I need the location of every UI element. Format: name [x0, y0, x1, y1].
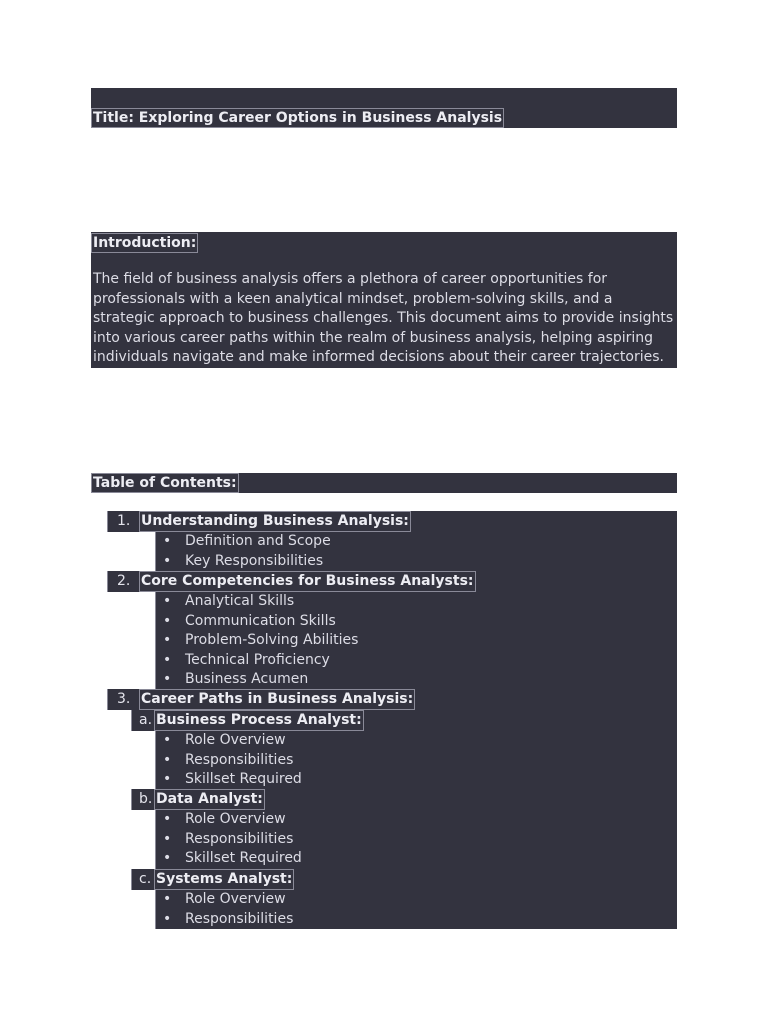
bullet-icon: •	[163, 651, 172, 668]
bullet-icon: •	[163, 751, 172, 768]
list-item: • Role Overview	[156, 890, 677, 910]
bullet-icon: •	[163, 552, 172, 569]
section-1-list	[155, 532, 677, 571]
list-item: • Skillset Required	[156, 770, 677, 790]
bullet-icon: •	[163, 671, 172, 687]
section-number: 1.	[117, 513, 131, 529]
bullet-icon: •	[163, 632, 172, 648]
list-item: • Problem-Solving Abilities	[156, 631, 677, 651]
toc-subsection-a	[131, 710, 677, 731]
section-number: 3.	[117, 691, 131, 707]
subsection-title: Data Analyst:	[154, 789, 265, 810]
bullet-icon: •	[163, 891, 172, 907]
section-number: 2.	[117, 573, 131, 589]
bullet-icon: •	[163, 830, 172, 847]
introduction-body: The field of business analysis offers a plethora of career opportunities for professionals with a keen analytical mindset, problem-solving skills, and a strategic approach to business challenges. This document aims to provide insights into various career paths within the realm of business analysis, helping aspiring individuals navigate and make informed decisions about their career trajectories.	[93, 271, 674, 365]
toc-subsection-b	[131, 789, 677, 810]
list-item: • Communication Skills	[156, 612, 677, 632]
section-title: Career Paths in Business Analysis:	[139, 689, 415, 710]
toc-heading-block	[91, 473, 677, 493]
section-title: Understanding Business Analysis:	[139, 511, 411, 532]
list-item: • Analytical Skills	[156, 592, 677, 612]
list-item: • Responsibilities	[156, 830, 677, 850]
subsection-title: Business Process Analyst:	[154, 710, 364, 731]
bullet-icon: •	[163, 811, 172, 827]
toc-subsection-c	[131, 869, 677, 890]
section-2-list	[155, 592, 677, 690]
subsection-c-list	[155, 890, 677, 929]
list-item: • Responsibilities	[156, 910, 677, 930]
subsection-letter: c.	[139, 871, 152, 887]
bullet-icon: •	[163, 850, 172, 866]
bullet-icon: •	[163, 533, 172, 549]
title-block	[91, 88, 677, 128]
toc-section-1	[107, 511, 677, 532]
bullet-icon: •	[163, 771, 172, 787]
list-item: • Technical Proficiency	[156, 651, 677, 671]
bullet-icon: •	[163, 910, 172, 927]
list-item: • Definition and Scope	[156, 532, 677, 552]
section-title: Core Competencies for Business Analysts:	[139, 571, 476, 592]
bullet-icon: •	[163, 612, 172, 629]
list-item: • Key Responsibilities	[156, 552, 677, 572]
introduction-heading: Introduction:	[93, 235, 197, 251]
list-item: • Skillset Required	[156, 849, 677, 869]
list-item: • Responsibilities	[156, 751, 677, 771]
list-item: • Business Acumen	[156, 670, 677, 690]
subsection-letter: a.	[139, 712, 153, 728]
subsection-b-list	[155, 810, 677, 869]
subsection-letter: b.	[139, 791, 153, 807]
list-item: • Role Overview	[156, 810, 677, 830]
bullet-icon: •	[163, 732, 172, 748]
subsection-title: Systems Analyst:	[154, 869, 294, 890]
toc-section-3	[107, 689, 677, 710]
toc-heading: Table of Contents:	[93, 475, 237, 491]
list-item: • Role Overview	[156, 731, 677, 751]
document-title: Title: Exploring Career Options in Business Analysis	[93, 110, 503, 126]
subsection-a-list	[155, 731, 677, 790]
introduction-block	[91, 232, 677, 368]
bullet-icon: •	[163, 593, 172, 609]
toc-section-2	[107, 571, 677, 592]
